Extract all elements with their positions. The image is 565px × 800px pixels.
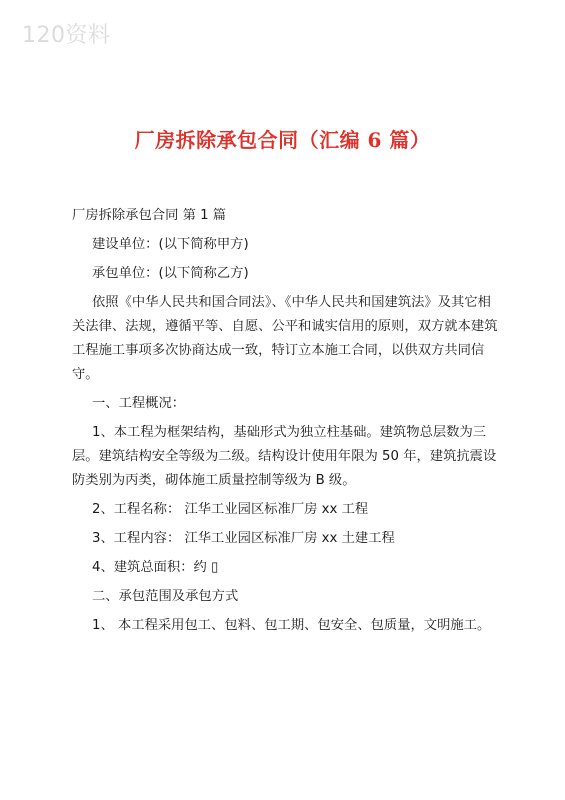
watermark-logo: 120资料 — [22, 23, 111, 48]
paragraph-contractor: 承包单位：(以下简称乙方) — [92, 266, 249, 281]
paragraph-project-name: 2、工程名称： 江华工业园区标准厂房 xx 工程 — [92, 502, 369, 517]
paragraph-project-content: 3、工程内容： 江华工业园区标准厂房 xx 土建工程 — [92, 531, 395, 546]
document-title: 厂房拆除承包合同（汇编 6 篇） — [134, 128, 431, 152]
section-heading: 厂房拆除承包合同 第 1 篇 — [72, 208, 227, 223]
paragraph-overview-heading: 一、工程概况： — [92, 396, 186, 411]
paragraph-scope-heading: 二、承包范围及承包方式 — [92, 589, 239, 604]
paragraph-total-area: 4、建筑总面积：约 ▯ — [92, 560, 219, 575]
paragraph-client: 建设单位：(以下简称甲方) — [92, 237, 249, 252]
paragraph-scope-item-1: 1、 本工程采用包工、包料、包工期、包安全、包质量，文明施工。 — [92, 618, 491, 633]
document-body — [72, 204, 502, 643]
paragraph-preamble: 依照《中华人民共和国合同法》、《中华人民共和国建筑法》及其它相关法律、法规，遵循平等、自愿、公平和诚实信用的原则，双方就本建筑工程施工事项多次协商达成一致，特订立本施工合同，以供双方共同信守。 — [72, 295, 498, 382]
paragraph-structure: 1、本工程为框架结构，基础形式为独立柱基础。建筑物总层数为三层。建筑结构安全等级为二级。结构设计使用年限为 50 年，建筑抗震设防类别为丙类，砌体施工质量控制等级为 B 级。 — [72, 425, 497, 488]
